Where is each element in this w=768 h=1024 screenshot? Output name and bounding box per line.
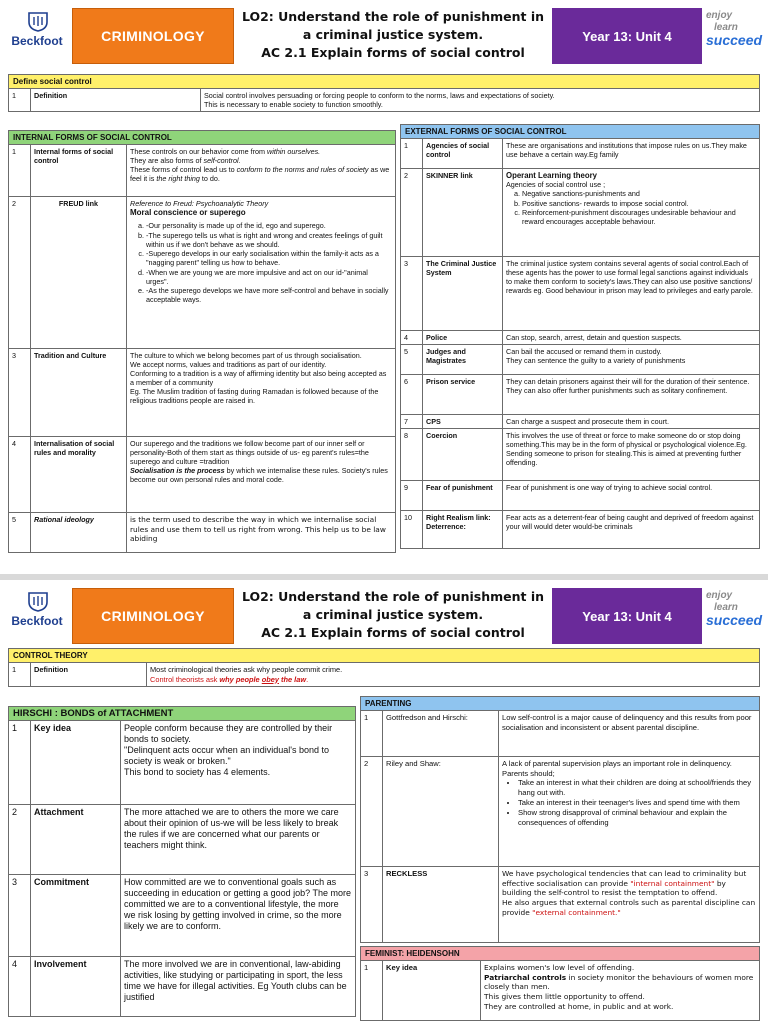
text: Patriarchal controls <box>484 972 567 982</box>
skinner-list <box>518 189 756 226</box>
table-row <box>9 437 396 513</box>
text: People conform because they are controlled by their bonds to society. <box>124 723 333 745</box>
table-row <box>361 867 760 943</box>
subject-banner: CRIMINOLOGY <box>72 8 234 64</box>
row-text <box>499 757 760 867</box>
row-label: Prison service <box>423 375 503 415</box>
row-number: 10 <box>401 511 423 549</box>
tagline-learn: learn <box>714 22 738 33</box>
row-text: The criminal justice system contains several agents of social control.Each of these agents has the power to use formal legal sanctions against individuals to make them conform to society's laws.They can also use positive sanctions/ rewards eg. Good behaviour in prison may lead to privileges and early parole. <box>503 257 760 331</box>
text: The culture to which we belong becomes part of us through socialisation. <box>130 351 362 360</box>
row-number: 1 <box>9 663 31 687</box>
text: This gives them little opportunity to offend. <box>484 992 645 1002</box>
freud-subheading: Moral conscience or superego <box>130 208 246 217</box>
table-row <box>9 89 760 112</box>
feminist-table <box>360 946 760 1021</box>
text: by building the self-control to resist the temptation to offend. <box>502 878 726 898</box>
define-social-control-table <box>8 74 760 112</box>
text: within ourselves. <box>267 147 321 156</box>
row-text <box>147 663 760 687</box>
text: These controls on our behavior come from <box>130 147 268 156</box>
table-row <box>9 145 396 197</box>
define-text-1: Social control involves persuading or forcing people to conform to the norms, laws and expectations of society. <box>204 91 555 100</box>
row-number: 4 <box>401 331 423 345</box>
text <box>150 675 756 684</box>
table-row <box>401 257 760 331</box>
subject-banner: CRIMINOLOGY <box>72 588 234 644</box>
row-text: How committed are we to conventional goals such as succeeding in education or getting a good job? The more committed we are to a conventional lifestyle, the more we risk losing by getting involved in crime, so the more likely we are to conform. <box>121 875 356 957</box>
external-heading: EXTERNAL FORMS OF SOCIAL CONTROL <box>401 125 760 139</box>
row-text: Can charge a suspect and prosecute them in court. <box>503 415 760 429</box>
define-heading: Define social control <box>9 75 760 89</box>
table-row <box>9 513 396 553</box>
freud-list <box>142 221 392 304</box>
tagline-logo <box>706 10 768 60</box>
text: conform to the norms and rules of society <box>236 165 369 174</box>
table-row <box>401 415 760 429</box>
title-line-1: LO2: Understand the role of punishment in <box>241 589 545 604</box>
table-row <box>361 961 760 1021</box>
parenting-list <box>514 778 756 827</box>
list-item: a. -Our personality is made up of the id, ego and superego. <box>146 221 392 230</box>
list-item: a. Negative sanctions-punishments and <box>522 189 756 198</box>
control-theory-table <box>8 648 760 687</box>
row-label: SKINNER link <box>423 169 503 257</box>
row-text <box>503 169 760 257</box>
table-row <box>9 721 356 805</box>
text: Conforming to a tradition is a way of affirming identity but also being accepted as a member of a community <box>130 369 387 387</box>
row-number: 3 <box>361 867 383 943</box>
table-row <box>361 711 760 757</box>
text: the right thing <box>156 174 200 183</box>
year-unit-banner: Year 13: Unit 4 <box>552 588 702 644</box>
table-row <box>9 805 356 875</box>
table-row <box>401 139 760 169</box>
table-row <box>9 663 760 687</box>
row-number: 7 <box>401 415 423 429</box>
table-row <box>9 875 356 957</box>
row-text: Can stop, search, arrest, detain and question suspects. <box>503 331 760 345</box>
parenting-table <box>360 696 760 943</box>
text: "internal containment" <box>630 878 715 888</box>
row-label: Right Realism link: Deterrence: <box>423 511 503 549</box>
text: obey <box>261 674 279 684</box>
skinner-subheading: Operant Learning theory <box>506 171 597 180</box>
text: "external containment." <box>532 907 621 917</box>
list-item: e. -As the superego develops we have more self-control and behave in socially acceptable ways. <box>146 286 392 304</box>
text: Most criminological theories ask why people commit crime. <box>150 665 343 675</box>
title-line-1: LO2: Understand the role of punishment in <box>241 9 545 24</box>
text: Can bail the accused or remand them in custody. <box>506 347 662 356</box>
row-number: 1 <box>9 145 31 197</box>
row-text: This involves the use of threat or force to make someone do or stop doing something.This may be in the form of physical or psychological violence.Eg. Sending someone to prison for stealing.This is aimed at preventing further offending. <box>503 429 760 481</box>
row-text: is the term used to describe the way in which we internalise social rules and use them to tell us right from wrong. This help us to be law abiding <box>127 513 396 553</box>
row-text: They can detain prisoners against their will for the duration of their sentence. They can also offer further punishments such as solitary confinement. <box>503 375 760 415</box>
row-text <box>127 145 396 197</box>
row-label: Agencies of social control <box>423 139 503 169</box>
row-number: 1 <box>401 139 423 169</box>
text: to do. <box>199 174 220 183</box>
list-item: c. Reinforcement-punishment discourages undesirable behaviour and reward encourages acceptable behaviour. <box>522 208 756 226</box>
row-text <box>201 89 760 112</box>
page-title <box>238 8 548 64</box>
internal-forms-table <box>8 130 396 553</box>
school-crest-icon <box>26 590 50 612</box>
list-item: • Take an interest in what their children are doing at school/friends they hang out with. <box>518 778 756 797</box>
row-number: 6 <box>401 375 423 415</box>
list-item: c. -Superego develops in our early socialisation within the family-it acts as a "nagging parent" telling us how to behave. <box>146 249 392 267</box>
table-row <box>401 375 760 415</box>
text: by which we internalise these rules. Society's rules become our own personal rules and moral code. <box>130 466 388 484</box>
text: Socialisation is the process <box>130 466 225 475</box>
tagline-learn: learn <box>714 602 738 613</box>
text: They are controlled at home, in public and at work. <box>484 1001 674 1011</box>
table-row <box>9 957 356 1017</box>
row-label: FREUD link <box>31 197 127 349</box>
tagline-logo <box>706 590 768 640</box>
text: Eg. The Muslim tradition of fasting during Ramadan is followed because of the religious traditions people are raised in. <box>130 387 379 405</box>
beckfoot-logo <box>6 6 68 68</box>
tagline-succeed: succeed <box>706 612 763 628</box>
title-line-3: AC 2.1 Explain forms of social control <box>261 45 525 60</box>
row-label: Police <box>423 331 503 345</box>
text: They can sentence the guilty to a variety of punishments <box>506 356 686 365</box>
table-row <box>401 331 760 345</box>
row-text: These are organisations and institutions that impose rules on us.They make use behave a certain way.Eg family <box>503 139 760 169</box>
row-label: RECKLESS <box>383 867 499 943</box>
row-text <box>121 721 356 805</box>
text: Control theorists ask <box>150 674 220 684</box>
row-number: 1 <box>9 89 31 112</box>
row-text <box>127 349 396 437</box>
row-number: 2 <box>9 197 31 349</box>
row-number: 1 <box>9 721 31 805</box>
text: . <box>306 674 309 684</box>
external-forms-table <box>400 124 760 549</box>
row-label: Key idea <box>31 721 121 805</box>
text: Parents should; <box>502 768 555 778</box>
title-line-2: a criminal justice system. <box>302 27 484 42</box>
row-label: Definition <box>31 89 201 112</box>
define-text-2: This is necessary to enable society to function smoothly. <box>204 100 383 109</box>
text: They are also forms of <box>130 156 204 165</box>
text: Our superego and the traditions we follow become part of our inner self or personality-Both of them start as things outside of us- eg parent's rules=the superego and culture =tradition <box>130 439 369 466</box>
internal-heading: INTERNAL FORMS OF SOCIAL CONTROL <box>9 131 396 145</box>
row-label: Rational ideology <box>31 513 127 553</box>
text: why people <box>219 674 262 684</box>
list-item: b. Positive sanctions- rewards to impose social control. <box>522 199 756 208</box>
row-number: 3 <box>401 257 423 331</box>
page-title <box>238 588 548 644</box>
parenting-heading: PARENTING <box>361 697 760 711</box>
logo-name: Beckfoot <box>11 614 63 628</box>
row-label: Judges and Magistrates <box>423 345 503 375</box>
row-label: The Criminal Justice System <box>423 257 503 331</box>
text: the law <box>278 674 307 684</box>
beckfoot-logo <box>6 586 68 648</box>
text: A lack of parental supervision plays an important role in delinquency. <box>502 759 732 769</box>
title-line-2: a criminal justice system. <box>302 607 484 622</box>
table-row <box>9 349 396 437</box>
freud-reference: Reference to Freud: Psychoanalytic Theory <box>130 199 269 208</box>
row-label: Tradition and Culture <box>31 349 127 437</box>
text: This bond to society has 4 elements. <box>124 767 271 778</box>
list-item: • Take an interest in their teenager's lives and spend time with them <box>518 798 756 808</box>
row-label: Riley and Shaw: <box>383 757 499 867</box>
year-unit-banner: Year 13: Unit 4 <box>552 8 702 64</box>
row-number: 8 <box>401 429 423 481</box>
row-number: 4 <box>9 957 31 1017</box>
text: These forms of control lead us to <box>130 165 237 174</box>
table-row <box>9 197 396 349</box>
row-number: 2 <box>401 169 423 257</box>
row-text: Fear of punishment is one way of trying to achieve social control. <box>503 481 760 511</box>
table-row <box>401 345 760 375</box>
row-number: 4 <box>9 437 31 513</box>
table-row <box>401 429 760 481</box>
row-label: Fear of punishment <box>423 481 503 511</box>
row-number: 2 <box>9 805 31 875</box>
row-text: The more involved we are in conventional, law-abiding activities, like studying or participating in sport, the less time we have for illegal activities. Eg Youth clubs can be justified <box>121 957 356 1017</box>
row-number: 1 <box>361 711 383 757</box>
row-number: 1 <box>361 961 383 1021</box>
row-label: Involvement <box>31 957 121 1017</box>
page-header <box>6 586 762 648</box>
text: Explains women's low level of offending. <box>484 963 635 973</box>
school-crest-icon <box>26 10 50 32</box>
row-text <box>127 197 396 349</box>
row-label: Commitment <box>31 875 121 957</box>
text: as we feel it is <box>130 165 390 183</box>
row-number: 2 <box>361 757 383 867</box>
row-label: CPS <box>423 415 503 429</box>
row-text: Low self-control is a major cause of delinquency and this results from poor socialisation and inconsistent or absent parental discipline. <box>499 711 760 757</box>
row-label: Definition <box>31 663 147 687</box>
row-number: 5 <box>9 513 31 553</box>
tagline-enjoy: enjoy <box>706 590 733 601</box>
row-number: 3 <box>9 349 31 437</box>
row-label: Gottfredson and Hirschi: <box>383 711 499 757</box>
row-text <box>503 345 760 375</box>
row-number: 9 <box>401 481 423 511</box>
worksheet-page-2 <box>0 580 768 1024</box>
text: in society monitor the behaviours of women more closely than men. <box>484 972 754 992</box>
table-row <box>361 757 760 867</box>
text: We have psychological tendencies that can lead to criminality but effective socialisation can provide <box>502 869 747 888</box>
text: He also argues that external controls such as parental discipline can provide <box>502 898 756 917</box>
text: "Delinquent acts occur when an individual's bond to society is weak or broken." <box>124 745 330 767</box>
list-item: d. -When we are young we are more impulsive and act on our id-"animal urges". <box>146 268 392 286</box>
feminist-heading: FEMINIST: HEIDENSOHN <box>361 947 760 961</box>
row-number: 5 <box>401 345 423 375</box>
table-row <box>401 511 760 549</box>
list-item: b. -The superego tells us what is right and wrong and creates feelings of guilt within us if we don't behave as we should. <box>146 231 392 249</box>
row-number: 3 <box>9 875 31 957</box>
row-text <box>499 867 760 943</box>
text: We accept norms, values and traditions as part of our identity. <box>130 360 327 369</box>
text: Agencies of social control use ; <box>506 180 606 189</box>
logo-name: Beckfoot <box>11 34 63 48</box>
row-label: Internal forms of social control <box>31 145 127 197</box>
text <box>484 973 756 992</box>
page-header <box>6 6 762 68</box>
tagline-succeed: succeed <box>706 32 763 48</box>
table-row <box>401 169 760 257</box>
table-row <box>401 481 760 511</box>
list-item: • Show strong disapproval of criminal behaviour and explain the consequences of offending <box>518 808 756 827</box>
row-text <box>481 961 760 1021</box>
row-label: Attachment <box>31 805 121 875</box>
control-heading: CONTROL THEORY <box>9 649 760 663</box>
row-text <box>127 437 396 513</box>
row-text: Fear acts as a deterrent-fear of being caught and deprived of freedom against your will would deter would-be criminals <box>503 511 760 549</box>
row-text: The more attached we are to others the more we care about their opinion of us-we will be less likely to break the rules if we are concerned what our parents or teachers might think. <box>121 805 356 875</box>
tagline-enjoy: enjoy <box>706 10 733 21</box>
text: self-control. <box>203 156 241 165</box>
hirschi-table <box>8 706 356 1017</box>
row-label: Internalisation of social rules and morality <box>31 437 127 513</box>
title-line-3: AC 2.1 Explain forms of social control <box>261 625 525 640</box>
hirschi-heading: HIRSCHI : BONDS of ATTACHMENT <box>9 707 356 721</box>
row-label: Coercion <box>423 429 503 481</box>
row-label: Key idea <box>383 961 481 1021</box>
